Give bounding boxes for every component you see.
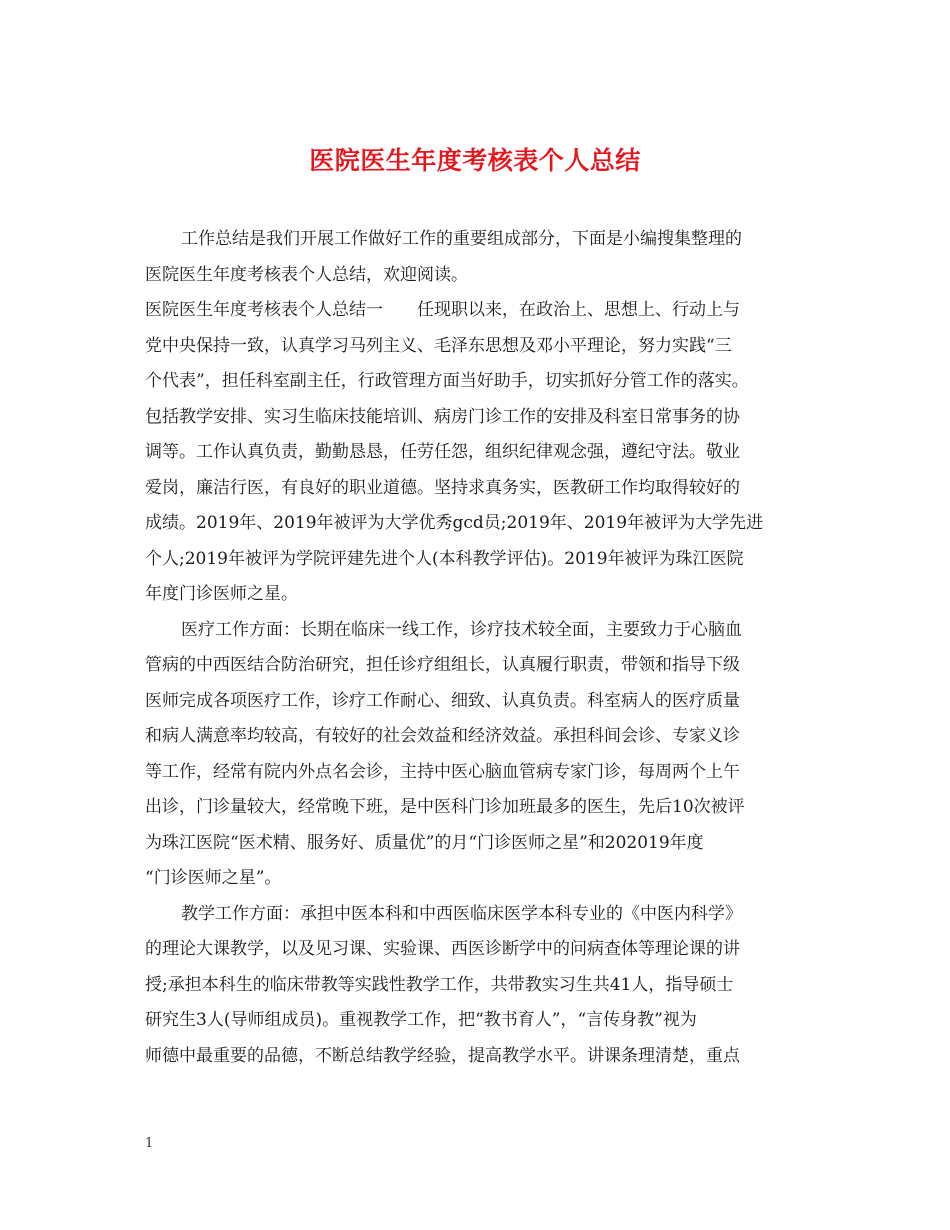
text-line: 年度门诊医师之星。 [145, 584, 298, 604]
text-line: 调等。工作认真负责，勤勤恳恳，任劳任怨，组织纪律观念强，遵纪守法。敬业 [145, 442, 740, 462]
text-line: 和病人满意率均较高，有较好的社会效益和经济效益。承担科间会诊、专家义诊 [145, 726, 740, 746]
text-line: 教学工作方面：承担中医本科和中西医临床医学本科专业的《中医内科学》 [181, 903, 742, 924]
document-body [145, 222, 807, 1074]
text-line: 医疗工作方面：长期在临床一线工作，诊疗技术较全面，主要致力于心脑血 [181, 619, 742, 640]
text-line: 出诊，门诊量较大，经常晚下班，是中医科门诊加班最多的医生，先后10次被评 [145, 797, 745, 817]
text-line: 管病的中西医结合防治研究，担任诊疗组组长，认真履行职责，带领和指导下级 [145, 655, 740, 675]
text-line: 医院医生年度考核表个人总结一 任现职以来，在政治上、思想上、行动上与 [145, 300, 740, 320]
text-line: 师德中最重要的品德，不断总结教学经验，提高教学水平。讲课条理清楚，重点 [145, 1045, 740, 1066]
text-line: 党中央保持一致，认真学习马列主义、毛泽东思想及邓小平理论，努力实践“三 [145, 335, 732, 356]
document-title: 医院医生年度考核表个人总结 [309, 146, 641, 175]
page-number: 1 [145, 1136, 154, 1151]
text-line: 为珠江医院“医术精、服务好、质量优”的月“门诊医师之星”和202019年度 [145, 832, 704, 853]
text-line: 医院医生年度考核表个人总结，欢迎阅读。 [145, 264, 468, 285]
text-line: 授;承担本科生的临床带教等实践性教学工作，共带教实习生共41人，指导硕士 [145, 974, 734, 995]
text-line: 医师完成各项医疗工作，诊疗工作耐心、细致、认真负责。科室病人的医疗质量 [145, 690, 740, 711]
text-line: 等工作，经常有院内外点名会诊，主持中医心脑血管病专家门诊，每周两个上午 [145, 761, 740, 782]
text-line: 的理论大课教学，以及见习课、实验课、西医诊断学中的问病查体等理论课的讲 [145, 939, 740, 959]
text-line: “门诊医师之星”。 [145, 868, 282, 888]
text-line: 研究生3人(导师组成员)。重视教学工作，把“教书育人”，“言传身教”视为 [145, 1010, 697, 1030]
text-line: 成绩。2019年、2019年被评为大学优秀gcd员;2019年、2019年被评为大学先进 [145, 513, 764, 533]
text-line: 工作总结是我们开展工作做好工作的重要组成部分，下面是小编搜集整理的 [181, 229, 742, 249]
text-line: 爱岗，廉洁行医，有良好的职业道德。坚持求真务实，医教研工作均取得较好的 [145, 477, 740, 498]
text-line: 个代表”，担任科室副主任，行政管理方面当好助手，切实抓好分管工作的落实。 [145, 371, 749, 391]
text-line: 个人;2019年被评为学院评建先进个人(本科教学评估)。2019年被评为珠江医院 [145, 548, 744, 569]
text-line: 包括教学安排、实习生临床技能培训、病房门诊工作的安排及科室日常事务的协 [145, 406, 740, 427]
